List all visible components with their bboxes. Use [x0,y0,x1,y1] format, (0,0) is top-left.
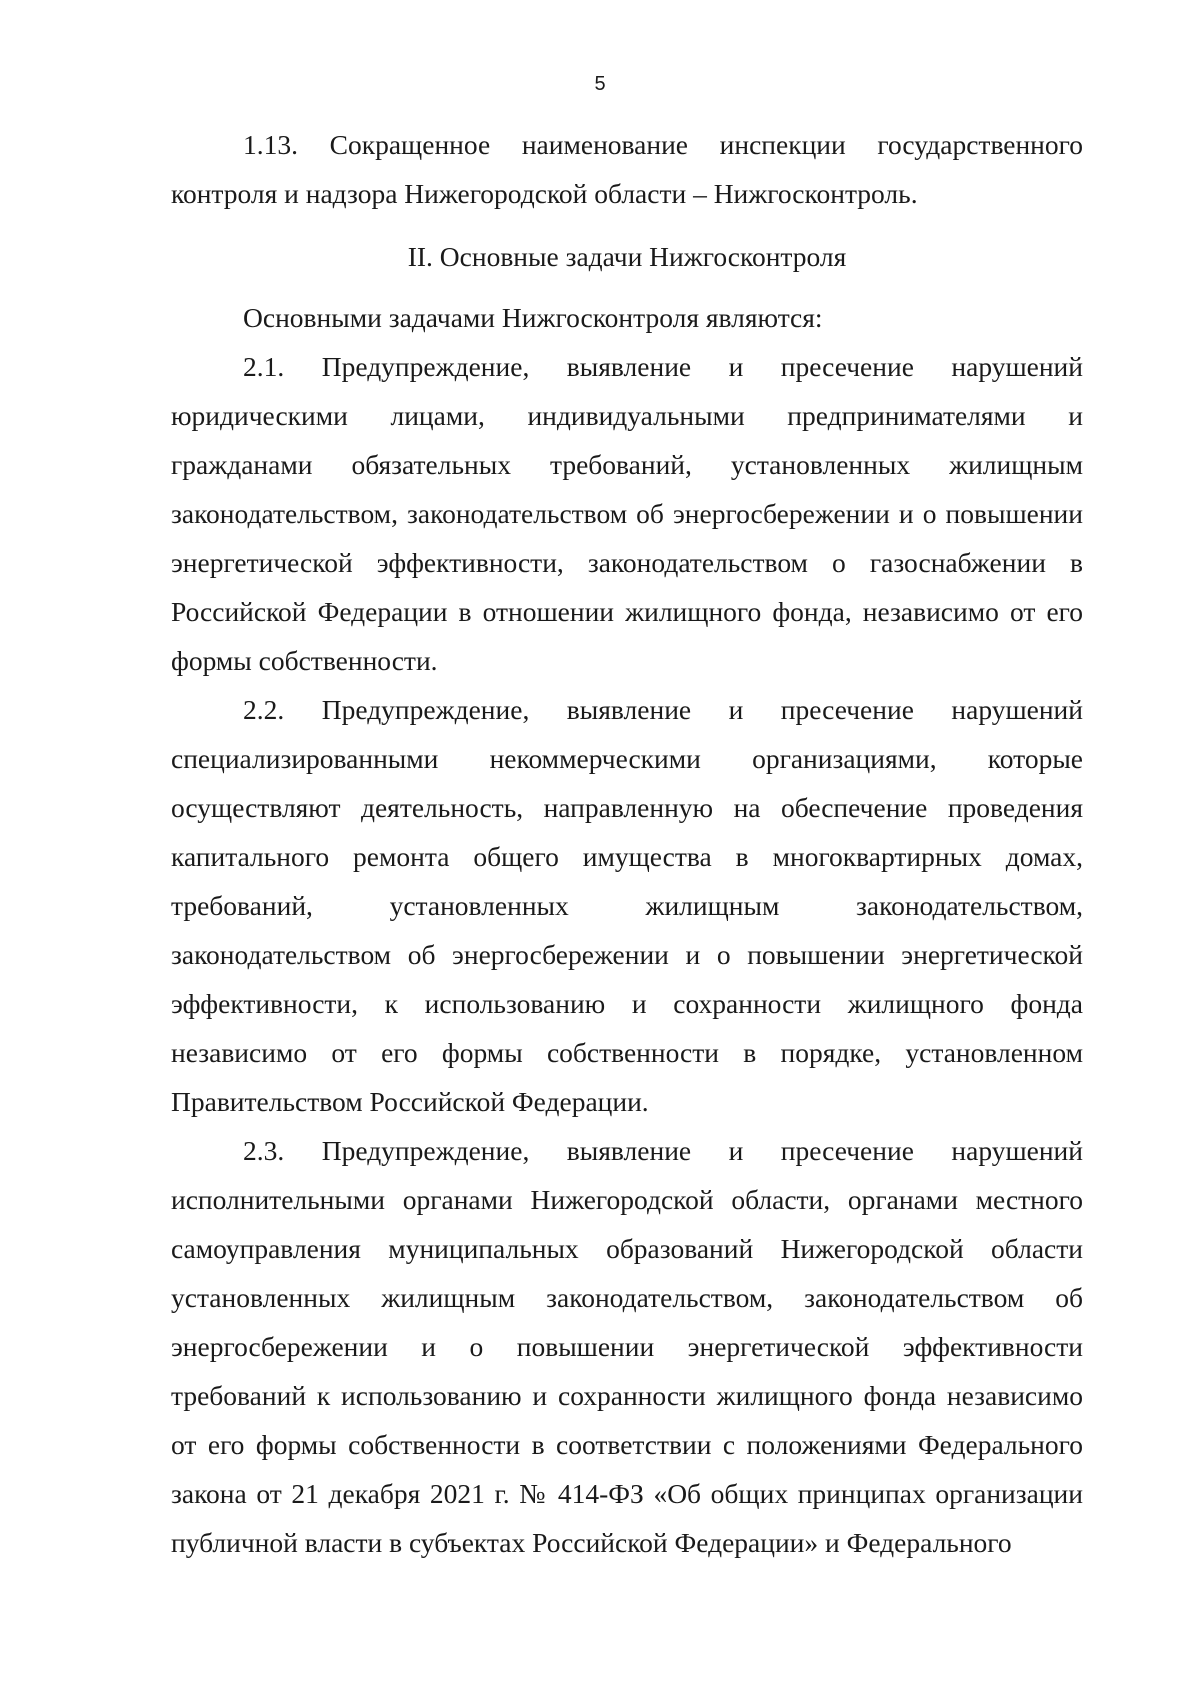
paragraph-2-3: 2.3. Предупреждение, выявление и пресечение нарушений исполнительными органами Нижегородской области, органами местного самоуправления муниципальных образований Нижегородской области установленных жилищным законодательством, законодательством об энергосбережении и о повышении энергетической эффективности требований к использованию и сохранности жилищного фонда независимо от его формы собственности в соответствии с положениями Федерального закона от 21 декабря 2021 г. № 414-ФЗ «Об общих принципах организации публичной власти в субъектах Российской Федерации» и Федерального [171,1135,1083,1558]
paragraph-2-1: 2.1. Предупреждение, выявление и пресечение нарушений юридическими лицами, индивидуальными предпринимателями и гражданами обязательных требований, установленных жилищным законодательством, законодательством об энергосбережении и о повышении энергетической эффективности, законодательством о газоснабжении в Российской Федерации в отношении жилищного фонда, независимо от его формы собственности. [171,351,1083,676]
spacer [171,218,1083,232]
paragraph-1-13: 1.13. Сокращенное наименование инспекции государственного контроля и надзора Нижегородской области – Нижгосконтроль. [171,129,1083,209]
document-body [171,120,1083,1567]
page-number: 5 [594,73,606,95]
paragraph-2-2: 2.2. Предупреждение, выявление и пресечение нарушений специализированными некоммерческими организациями, которые осуществляют деятельность, направленную на обеспечение проведения капитального ремонта общего имущества в многоквартирных домах, требований, установленных жилищным законодательством, законодательством об энергосбережении и о повышении энергетической эффективности, к использованию и сохранности жилищного фонда независимо от его формы собственности в порядке, установленном Правительством Российской Федерации. [171,694,1083,1117]
intro-paragraph: Основными задачами Нижгосконтроля являются: [243,302,823,333]
spacer [171,281,1083,293]
section-heading: II. Основные задачи Нижгосконтроля [407,241,847,272]
